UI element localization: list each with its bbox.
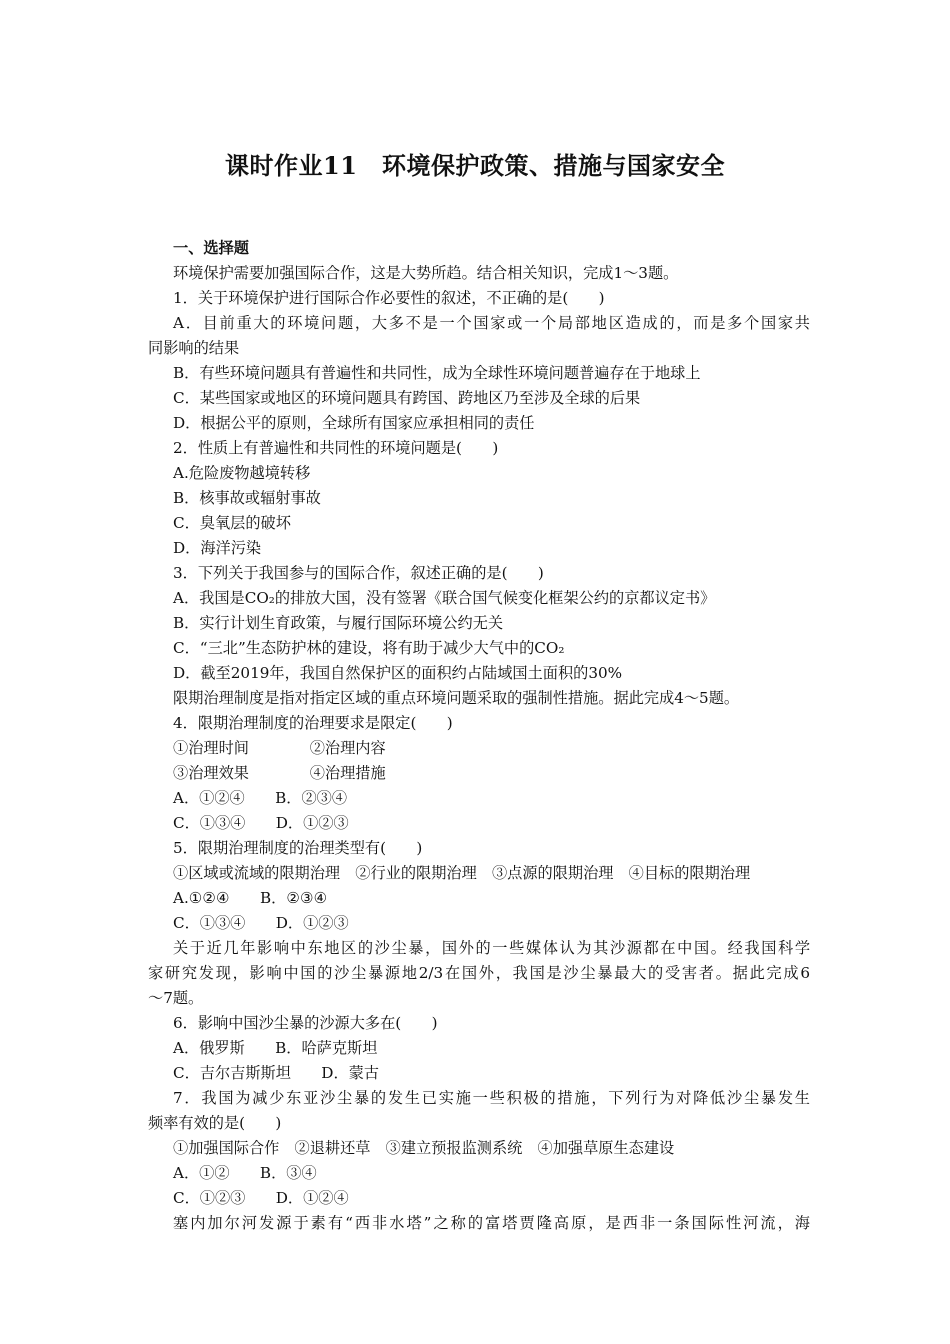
text-line: A.危险废物越境转移 [173,464,311,482]
text-line: ③治理效果 ④治理措施 [173,764,386,782]
text-line: C．①③④ D．①②③ [173,814,349,832]
text-line: 2．性质上有普遍性和共同性的环境问题是( ) [173,439,499,457]
text-line: D．根据公平的原则，全球所有国家应承担相同的责任 [173,414,535,432]
text-line: 频率有效的是( ) [148,1114,282,1132]
text-line: ～7题。 [148,989,204,1007]
text-line: A．①② B．③④ [173,1164,317,1182]
text-line: D．截至2019年，我国自然保护区的面积约占陆域国土面积的30% [173,664,623,682]
text-line: 5．限期治理制度的治理类型有( ) [173,839,423,857]
text-line: ①治理时间 ②治理内容 [173,739,386,757]
text-line: D．海洋污染 [173,539,262,557]
text-line: C．①③④ D．①②③ [173,914,349,932]
text-line: 1．关于环境保护进行国际合作必要性的叙述，不正确的是( ) [173,289,605,307]
text-line: B．有些环境问题具有普遍性和共同性，成为全球性环境问题普遍存在于地球上 [173,364,701,382]
text-line: ①加强国际合作 ②退耕还草 ③建立预报监测系统 ④加强草原生态建设 [173,1139,675,1157]
text-line: 6．影响中国沙尘暴的沙源大多在( ) [173,1014,438,1032]
text-line: 3．下列关于我国参与的国际合作，叙述正确的是( ) [173,564,544,582]
text-line: A．俄罗斯 B．哈萨克斯坦 [173,1039,378,1057]
text-line: A.①②④ B．②③④ [173,889,328,907]
text-line: A．①②④ B．②③④ [173,789,348,807]
text-line: B．核事故或辐射事故 [173,489,321,507]
text-line: 家研究发现，影响中国的沙尘暴源地2/3在国外，我国是沙尘暴最大的受害者。据此完成6 [148,964,810,982]
text-line: 限期治理制度是指对指定区域的重点环境问题采取的强制性措施。据此完成4～5题。 [173,689,740,707]
text-line: C．某些国家或地区的环境问题具有跨国、跨地区乃至涉及全球的后果 [173,389,641,407]
text-line: 4．限期治理制度的治理要求是限定( ) [173,714,453,732]
page-title: 课时作业11 环境保护政策、措施与国家安全 [225,151,725,180]
text-line: A．我国是CO₂的排放大国，没有签署《联合国气候变化框架公约的京都议定书》 [173,589,716,607]
text-line: 关于近几年影响中东地区的沙尘暴，国外的一些媒体认为其沙源都在中国。经我国科学 [173,939,810,957]
text-line: C．吉尔吉斯斯坦 D．蒙古 [173,1064,380,1082]
text-line: 同影响的结果 [148,339,240,357]
text-line: C．臭氧层的破坏 [173,514,291,532]
text-line: 7．我国为减少东亚沙尘暴的发生已实施一些积极的措施，下列行为对降低沙尘暴发生 [173,1089,810,1107]
text-line: C．①②③ D．①②④ [173,1189,349,1207]
text-line: 塞内加尔河发源于素有“西非水塔”之称的富塔贾隆高原，是西非一条国际性河流，海 [173,1214,810,1232]
text-line: C．“三北”生态防护林的建设，将有助于减少大气中的CO₂ [173,639,565,657]
text-line: ①区域或流域的限期治理 ②行业的限期治理 ③点源的限期治理 ④目标的限期治理 [173,864,751,882]
section-heading: 一、选择题 [173,239,249,257]
text-line: B．实行计划生育政策，与履行国际环境公约无关 [173,614,504,632]
text-line: 环境保护需要加强国际合作，这是大势所趋。结合相关知识，完成1～3题。 [173,264,679,282]
text-line: A．目前重大的环境问题，大多不是一个国家或一个局部地区造成的，而是多个国家共 [173,314,810,332]
